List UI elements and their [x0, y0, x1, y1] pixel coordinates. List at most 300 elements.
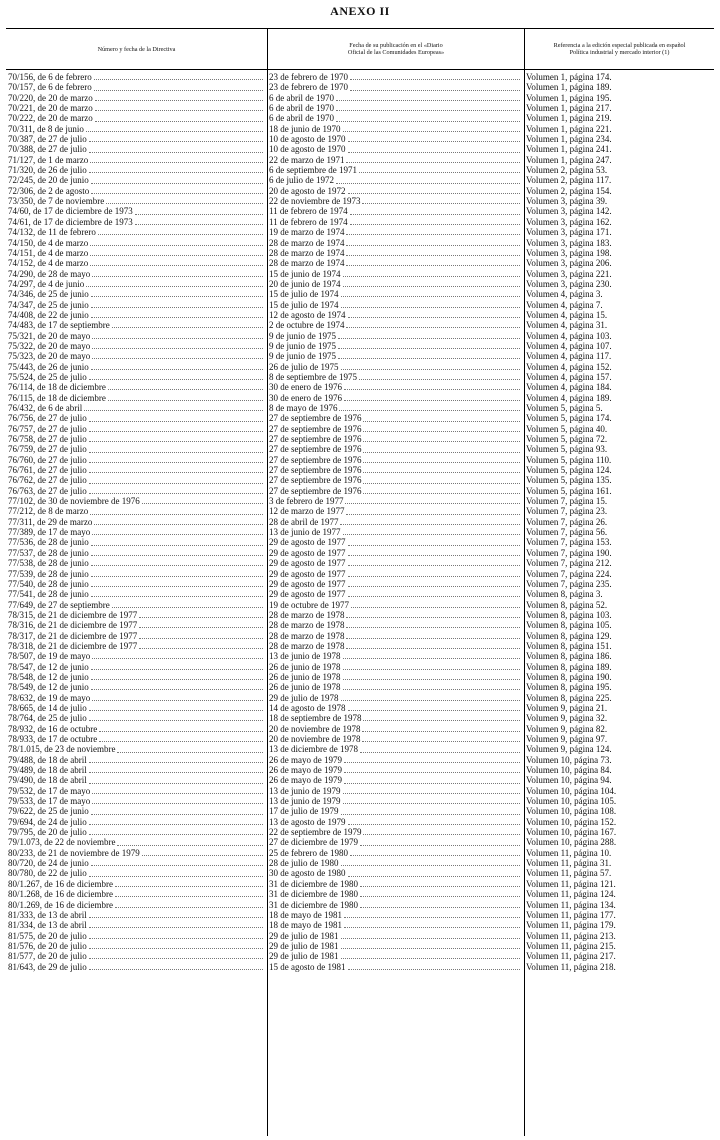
publicacion-cell	[269, 82, 522, 92]
dot-leader	[92, 358, 263, 359]
dot-leader	[348, 555, 521, 556]
dot-leader	[344, 772, 520, 773]
cell-text: Volumen 1, página 241.	[526, 144, 612, 155]
table-row	[6, 703, 714, 713]
cell-text: 70/387, de 27 de julio	[8, 134, 87, 145]
cell-text: 76/760, de 27 de julio	[8, 454, 87, 465]
referencia-cell	[526, 962, 714, 972]
directiva-cell	[8, 848, 265, 858]
dot-leader	[92, 534, 263, 535]
cell-text: Volumen 7, página 15.	[526, 496, 608, 507]
table-row	[6, 806, 714, 816]
publicacion-cell	[269, 424, 522, 434]
dot-leader	[346, 245, 520, 246]
directiva-cell	[8, 444, 265, 454]
directiva-cell	[8, 144, 265, 154]
referencia-cell	[526, 517, 714, 527]
table-row	[6, 455, 714, 465]
dot-leader	[91, 576, 263, 577]
referencia-cell	[526, 238, 714, 248]
referencia-cell	[526, 175, 714, 185]
cell-text: Volumen 11, página 10.	[526, 847, 612, 858]
cell-text: 26 de junio de 1978	[269, 671, 341, 682]
table-row	[6, 103, 714, 113]
table-row	[6, 93, 714, 103]
cell-text: Volumen 11, página 134.	[526, 899, 616, 910]
publicacion-cell	[269, 155, 522, 165]
cell-text: Volumen 1, página 234.	[526, 134, 612, 145]
referencia-cell	[526, 475, 714, 485]
publicacion-cell	[269, 837, 522, 847]
publicacion-cell	[269, 910, 522, 920]
referencia-cell	[526, 848, 714, 858]
dot-leader	[89, 720, 263, 721]
cell-text: 23 de febrero de 1970	[269, 82, 348, 93]
dot-leader	[89, 772, 263, 773]
dot-leader	[338, 348, 520, 349]
cell-text: 26 de mayo de 1979	[269, 754, 342, 765]
publicacion-cell	[269, 362, 522, 372]
cell-text: 28 de marzo de 1978	[269, 630, 345, 641]
dot-leader	[91, 565, 263, 566]
cell-text: Volumen 9, página 21.	[526, 702, 608, 713]
publicacion-cell	[269, 310, 522, 320]
dot-leader	[84, 410, 263, 411]
directiva-cell	[8, 103, 265, 113]
cell-text: 28 de marzo de 1978	[269, 640, 345, 651]
directiva-cell	[8, 496, 265, 506]
cell-text: 77/540, de 28 de junio	[8, 578, 89, 589]
cell-text: Volumen 8, página 225.	[526, 692, 612, 703]
publicacion-cell	[269, 113, 522, 123]
directiva-cell	[8, 579, 265, 589]
dot-leader	[90, 162, 263, 163]
cell-text: Volumen 7, página 26.	[526, 516, 608, 527]
publicacion-cell	[269, 248, 522, 258]
referencia-cell	[526, 382, 714, 392]
cell-text: 70/156, de 6 de febrero	[8, 72, 92, 82]
cell-text: 74/346, de 25 de junio	[8, 289, 89, 300]
dot-leader	[344, 400, 520, 401]
dot-leader	[142, 503, 263, 504]
cell-text: 81/643, de 29 de julio	[8, 961, 87, 972]
dot-leader	[346, 648, 520, 649]
referencia-cell	[526, 775, 714, 785]
referencia-cell	[526, 724, 714, 734]
cell-text: 76/115, de 18 de diciembre	[8, 392, 106, 403]
referencia-cell	[526, 424, 714, 434]
table-row	[6, 620, 714, 630]
cell-text: 74/483, de 17 de septiembre	[8, 320, 110, 331]
dot-leader	[350, 224, 520, 225]
publicacion-cell	[269, 434, 522, 444]
cell-text: 31 de diciembre de 1980	[269, 899, 358, 910]
cell-text: Volumen 11, página 179.	[526, 920, 616, 931]
dot-leader	[345, 503, 520, 504]
referencia-cell	[526, 672, 714, 682]
cell-text: Volumen 7, página 190.	[526, 547, 612, 558]
cell-text: 75/321, de 20 de mayo	[8, 330, 91, 341]
table-row	[6, 258, 714, 268]
dot-leader	[362, 731, 520, 732]
referencia-cell	[526, 320, 714, 330]
cell-text: 80/1.269, de 16 de diciembre	[8, 899, 113, 910]
dot-leader	[89, 762, 263, 763]
publicacion-cell	[269, 693, 522, 703]
referencia-cell	[526, 941, 714, 951]
dot-leader	[343, 803, 521, 804]
dot-leader	[350, 855, 520, 856]
cell-text: 76/763, de 27 de julio	[8, 485, 87, 496]
cell-text: 74/150, de 4 de marzo	[8, 237, 89, 248]
cell-text: 9 de junio de 1975	[269, 351, 336, 362]
cell-text: Volumen 11, página 177.	[526, 909, 616, 920]
cell-text: Volumen 1, página 217.	[526, 103, 612, 114]
cell-text: 72/245, de 20 de junio	[8, 175, 89, 186]
referencia-cell	[526, 269, 714, 279]
publicacion-cell	[269, 537, 522, 547]
dot-leader	[338, 338, 520, 339]
dot-leader	[95, 121, 263, 122]
cell-text: 76/756, de 27 de julio	[8, 413, 87, 424]
cell-text: 79/488, de 18 de abril	[8, 754, 87, 765]
dot-leader	[89, 938, 263, 939]
cell-text: 78/548, de 12 de junio	[8, 671, 89, 682]
cell-text: 18 de mayo de 1981	[269, 920, 342, 931]
directiva-cell	[8, 475, 265, 485]
cell-text: 23 de febrero de 1970	[269, 72, 348, 82]
table-row	[6, 506, 714, 516]
cell-text: 27 de septiembre de 1976	[269, 444, 362, 455]
dot-leader	[343, 679, 521, 680]
publicacion-cell	[269, 403, 522, 413]
dot-leader	[94, 90, 263, 91]
directiva-cell	[8, 72, 265, 82]
publicacion-cell	[269, 620, 522, 630]
table-row	[6, 424, 714, 434]
dot-leader	[92, 348, 263, 349]
cell-text: 78/1.015, de 23 de noviembre	[8, 744, 116, 755]
dot-leader	[341, 369, 521, 370]
referencia-cell	[526, 579, 714, 589]
referencia-cell	[526, 910, 714, 920]
table-row	[6, 496, 714, 506]
dot-leader	[89, 783, 263, 784]
publicacion-cell	[269, 238, 522, 248]
dot-leader	[94, 79, 263, 80]
publicacion-cell	[269, 196, 522, 206]
publicacion-cell	[269, 93, 522, 103]
referencia-cell	[526, 900, 714, 910]
dot-leader	[344, 389, 520, 390]
publicacion-cell	[269, 165, 522, 175]
dot-leader	[86, 286, 263, 287]
referencia-cell	[526, 465, 714, 475]
table-row	[6, 662, 714, 672]
cell-text: 28 de abril de 1977	[269, 516, 339, 527]
referencia-cell	[526, 889, 714, 899]
table-row	[6, 786, 714, 796]
dot-leader	[351, 607, 520, 608]
cell-text: 10 de agosto de 1970	[269, 144, 346, 155]
cell-text: Volumen 7, página 224.	[526, 568, 612, 579]
table-row	[6, 817, 714, 827]
table-row	[6, 279, 714, 289]
dot-leader	[338, 358, 520, 359]
table-row	[6, 144, 714, 154]
cell-text: Volumen 10, página 104.	[526, 785, 617, 796]
cell-text: 74/61, de 17 de diciembre de 1973	[8, 216, 133, 227]
cell-text: 74/132, de 11 de febrero	[8, 227, 96, 238]
cell-text: 22 de septiembre de 1979	[269, 827, 362, 838]
referencia-cell	[526, 258, 714, 268]
table-row	[6, 610, 714, 620]
dot-leader	[91, 814, 263, 815]
cell-text: 15 de julio de 1974	[269, 299, 339, 310]
publicacion-cell	[269, 569, 522, 579]
cell-text: 29 de julio de 1978	[269, 692, 339, 703]
publicacion-cell	[269, 724, 522, 734]
referencia-cell	[526, 600, 714, 610]
cell-text: 77/389, de 17 de mayo	[8, 527, 91, 538]
publicacion-cell	[269, 796, 522, 806]
directiva-cell	[8, 455, 265, 465]
dot-leader	[362, 203, 520, 204]
cell-text: 81/577, de 20 de julio	[8, 951, 87, 962]
dot-leader	[350, 79, 520, 80]
dot-leader	[89, 152, 263, 153]
directiva-cell	[8, 175, 265, 185]
dot-leader	[139, 638, 263, 639]
cell-text: 78/316, de 21 de diciembre de 1977	[8, 620, 138, 631]
cell-text: 78/764, de 25 de julio	[8, 713, 87, 724]
referencia-cell	[526, 455, 714, 465]
dot-leader	[99, 741, 263, 742]
directiva-cell	[8, 465, 265, 475]
referencia-cell	[526, 155, 714, 165]
cell-text: Volumen 5, página 135.	[526, 475, 612, 486]
directiva-cell	[8, 569, 265, 579]
publicacion-cell	[269, 703, 522, 713]
cell-text: Volumen 3, página 142.	[526, 206, 612, 217]
referencia-cell	[526, 72, 714, 82]
cell-text: Volumen 1, página 219.	[526, 113, 612, 124]
directiva-cell	[8, 124, 265, 134]
table-row	[6, 269, 714, 279]
dot-leader	[343, 669, 521, 670]
directiva-cell	[8, 589, 265, 599]
cell-text: 78/632, de 19 de mayo	[8, 692, 91, 703]
referencia-cell	[526, 817, 714, 827]
table-row	[6, 569, 714, 579]
cell-text: 77/102, de 30 de noviembre de 1976	[8, 496, 140, 507]
dot-leader	[91, 586, 263, 587]
table-row	[6, 579, 714, 589]
dot-leader	[346, 514, 520, 515]
dot-leader	[346, 617, 520, 618]
publicacion-cell	[269, 320, 522, 330]
referencia-cell	[526, 827, 714, 837]
publicacion-cell	[269, 765, 522, 775]
cell-text: 19 de marzo de 1974	[269, 227, 345, 238]
directiva-cell	[8, 372, 265, 382]
referencia-cell	[526, 662, 714, 672]
referencia-cell	[526, 144, 714, 154]
directiva-cell	[8, 703, 265, 713]
directiva-cell	[8, 517, 265, 527]
dot-leader	[89, 493, 263, 494]
table-row	[6, 320, 714, 330]
dot-leader	[336, 100, 520, 101]
cell-text: Volumen 9, página 32.	[526, 713, 608, 724]
publicacion-cell	[269, 941, 522, 951]
directiva-cell	[8, 289, 265, 299]
cell-text: Volumen 11, página 217.	[526, 951, 616, 962]
table-row	[6, 589, 714, 599]
table-row	[6, 310, 714, 320]
directiva-cell	[8, 310, 265, 320]
table-row	[6, 837, 714, 847]
directiva-cell	[8, 362, 265, 372]
directiva-cell	[8, 920, 265, 930]
cell-text: Volumen 11, página 213.	[526, 930, 616, 941]
dot-leader	[348, 876, 521, 877]
directiva-cell	[8, 351, 265, 361]
dot-leader	[92, 803, 263, 804]
cell-text: 78/315, de 21 de diciembre de 1977	[8, 609, 138, 620]
cell-text: 30 de enero de 1976	[269, 382, 342, 393]
directiva-cell	[8, 910, 265, 920]
dot-leader	[348, 141, 521, 142]
dot-leader	[92, 700, 263, 701]
dot-leader	[363, 441, 520, 442]
publicacion-cell	[269, 393, 522, 403]
cell-text: Volumen 4, página 107.	[526, 340, 612, 351]
dot-leader	[363, 483, 520, 484]
publicacion-cell	[269, 900, 522, 910]
dot-leader	[363, 421, 520, 422]
directiva-cell	[8, 941, 265, 951]
referencia-cell	[526, 569, 714, 579]
dot-leader	[91, 679, 263, 680]
dot-leader	[90, 514, 263, 515]
cell-text: 11 de febrero de 1974	[269, 216, 348, 227]
publicacion-cell	[269, 641, 522, 651]
directiva-cell	[8, 641, 265, 651]
cell-text: Volumen 4, página 7.	[526, 299, 603, 310]
dot-leader	[106, 203, 263, 204]
dot-leader	[89, 452, 263, 453]
publicacion-cell	[269, 889, 522, 899]
publicacion-cell	[269, 72, 522, 82]
cell-text: 70/311, de 8 de junio	[8, 123, 84, 134]
dot-leader	[91, 369, 263, 370]
publicacion-cell	[269, 258, 522, 268]
publicacion-cell	[269, 206, 522, 216]
table-row	[6, 434, 714, 444]
cell-text: 15 de julio de 1974	[269, 289, 339, 300]
directiva-cell	[8, 403, 265, 413]
referencia-cell	[526, 806, 714, 816]
referencia-cell	[526, 217, 714, 227]
table-row	[6, 475, 714, 485]
cell-text: Volumen 4, página 103.	[526, 330, 612, 341]
dot-leader	[89, 876, 263, 877]
referencia-cell	[526, 589, 714, 599]
cell-text: Volumen 8, página 3.	[526, 589, 603, 600]
cell-text: 77/537, de 28 de junio	[8, 547, 89, 558]
dot-leader	[346, 162, 520, 163]
cell-text: Volumen 8, página 186.	[526, 651, 612, 662]
cell-text: Volumen 8, página 52.	[526, 599, 608, 610]
table-row	[6, 206, 714, 216]
dot-leader	[360, 752, 520, 753]
cell-text: Volumen 4, página 117.	[526, 351, 612, 362]
cell-text: 78/317, de 21 de diciembre de 1977	[8, 630, 138, 641]
table-row	[6, 444, 714, 454]
dot-leader	[89, 483, 263, 484]
table-row	[6, 403, 714, 413]
cell-text: Volumen 5, página 5.	[526, 403, 603, 413]
dot-leader	[91, 296, 263, 297]
directiva-cell	[8, 269, 265, 279]
referencia-cell	[526, 124, 714, 134]
dot-leader	[92, 658, 263, 659]
publicacion-cell	[269, 455, 522, 465]
cell-text: Volumen 8, página 103.	[526, 609, 612, 620]
table-row	[6, 175, 714, 185]
table-row	[6, 900, 714, 910]
cell-text: Volumen 5, página 161.	[526, 485, 612, 496]
dot-leader	[360, 886, 520, 887]
referencia-cell	[526, 103, 714, 113]
cell-text: 9 de junio de 1975	[269, 330, 336, 341]
table-row	[6, 393, 714, 403]
dot-leader	[139, 627, 263, 628]
dot-leader	[89, 958, 263, 959]
cell-text: 80/1.268, de 16 de diciembre	[8, 889, 113, 900]
cell-text: Volumen 4, página 189.	[526, 392, 612, 403]
referencia-cell	[526, 651, 714, 661]
referencia-cell	[526, 434, 714, 444]
cell-text: 80/1.267, de 16 de diciembre	[8, 878, 113, 889]
cell-text: Volumen 5, página 40.	[526, 423, 608, 434]
publicacion-cell	[269, 858, 522, 868]
cell-text: 26 de junio de 1978	[269, 682, 341, 693]
dot-leader	[95, 110, 263, 111]
cell-text: 31 de diciembre de 1980	[269, 889, 358, 900]
table-row	[6, 600, 714, 610]
dot-leader	[91, 689, 263, 690]
table-row	[6, 113, 714, 123]
cell-text: 76/757, de 27 de julio	[8, 423, 87, 434]
cell-text: 20 de noviembre de 1978	[269, 723, 361, 734]
dot-leader	[341, 865, 521, 866]
cell-text: Volumen 11, página 218.	[526, 961, 616, 972]
dot-leader	[341, 948, 521, 949]
dot-leader	[343, 534, 521, 535]
cell-text: Volumen 7, página 212.	[526, 558, 612, 569]
cell-text: 6 de abril de 1970	[269, 113, 334, 124]
dot-leader	[89, 441, 263, 442]
cell-text: Volumen 3, página 206.	[526, 258, 612, 269]
dot-leader	[89, 824, 263, 825]
referencia-cell	[526, 93, 714, 103]
cell-text: 78/665, de 14 de julio	[8, 702, 87, 713]
referencia-cell	[526, 920, 714, 930]
referencia-cell	[526, 744, 714, 754]
cell-text: 76/761, de 27 de julio	[8, 465, 87, 476]
